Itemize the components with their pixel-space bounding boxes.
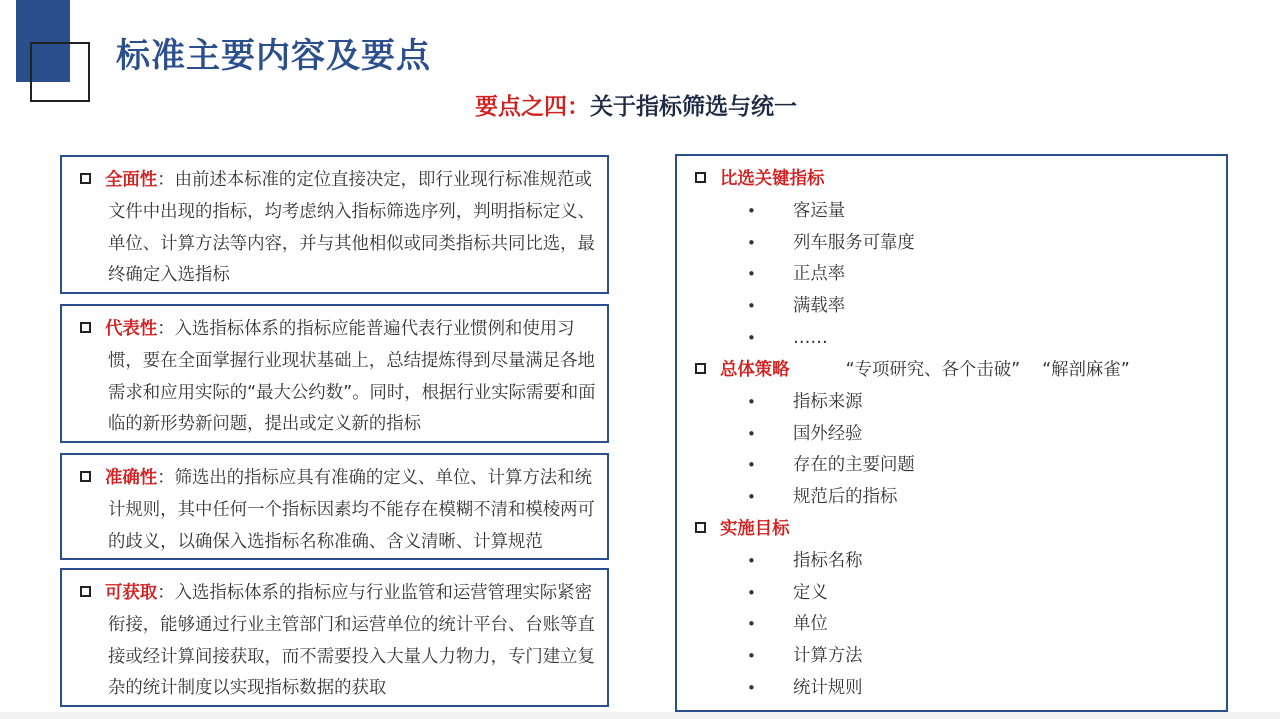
principle-item: [80, 463, 602, 558]
bullet-list: [695, 196, 915, 355]
bullet-list: [695, 387, 1130, 514]
section-overall-strategy: [695, 355, 1130, 514]
section-heading: 总体策略: [720, 360, 790, 380]
section-implementation-goals: [695, 514, 863, 705]
checkbox-bullet-icon: [80, 586, 91, 597]
checkbox-bullet-icon: [695, 172, 706, 183]
principle-box-obtainable: [60, 568, 609, 707]
bullet-list: [695, 546, 863, 705]
principle-box-accuracy: [60, 453, 609, 560]
list-item: • 指标来源: [747, 387, 1130, 419]
principle-text: ：筛选出的指标应具有准确的定义、单位、计算方法和统计规则，其中任何一个指标因素均不能存在模糊不清和模棱两可的歧义，以确保入选指标名称准确、含义清晰、计算规范: [108, 468, 595, 552]
strategy-quote: “解剖麻雀”: [1042, 360, 1130, 380]
principle-term: 代表性: [105, 319, 158, 339]
list-item: • 定义: [747, 578, 863, 610]
strategy-quote: “专项研究、各个击破”: [845, 360, 1021, 380]
principle-item: [80, 165, 602, 292]
page-title: 标准主要内容及要点: [116, 36, 431, 76]
list-item: • 指标名称: [747, 546, 863, 578]
principle-term: 可获取: [105, 583, 158, 603]
list-item: • 统计规则: [747, 673, 863, 705]
principle-text: ：入选指标体系的指标应能普遍代表行业惯例和使用习惯，要在全面掌握行业现状基础上，总结提炼得到尽量满足各地需求和应用实际的“最大公约数”。同时，根据行业实际需要和面临的新形势新问题，提出或定义新的指标: [108, 319, 596, 435]
list-item: • 规范后的指标: [747, 482, 1130, 514]
list-item: • 单位: [747, 609, 863, 641]
principle-term: 全面性: [105, 170, 158, 190]
principle-item: [80, 314, 602, 441]
principle-text: ：入选指标体系的指标应与行业监管和运营管理实际紧密衔接，能够通过行业主管部门和运营单位的统计平台、台账等直接或经计算间接获取，而不需要投入大量人力物力，专门建立复杂的统计制度以实现指标数据的获取: [108, 583, 595, 699]
list-item: • 正点率: [747, 259, 915, 291]
checkbox-bullet-icon: [695, 522, 706, 533]
list-item: • 存在的主要问题: [747, 450, 1130, 482]
section-heading: 比选关键指标: [720, 169, 825, 189]
section-heading: 实施目标: [720, 519, 790, 539]
section-key-indicators: [695, 164, 915, 355]
page-subtitle: [0, 88, 1272, 121]
strategy-box: [675, 154, 1228, 712]
footer-strip: [0, 712, 1280, 719]
principle-item: [80, 578, 602, 705]
principle-box-comprehensive: [60, 155, 609, 294]
list-item: • 国外经验: [747, 419, 1130, 451]
checkbox-bullet-icon: [80, 471, 91, 482]
list-item: • 满载率: [747, 291, 915, 323]
list-item: • 客运量: [747, 196, 915, 228]
list-item: • 列车服务可靠度: [747, 228, 915, 260]
strategy-quotes: [846, 360, 1130, 380]
subtitle-text: 关于指标筛选与统一: [590, 94, 797, 120]
checkbox-bullet-icon: [695, 363, 706, 374]
subtitle-prefix: 要点之四：: [475, 94, 590, 120]
principle-term: 准确性: [105, 468, 158, 488]
list-item: • 计算方法: [747, 641, 863, 673]
list-item: • ……: [747, 323, 915, 355]
checkbox-bullet-icon: [80, 322, 91, 333]
principle-box-representative: [60, 304, 609, 443]
principle-text: ：由前述本标准的定位直接决定，即行业现行标准规范或文件中出现的指标，均考虑纳入指标筛选序列，判明指标定义、单位、计算方法等内容，并与其他相似或同类指标共同比选，最终确定入选指标: [108, 170, 595, 286]
checkbox-bullet-icon: [80, 173, 91, 184]
